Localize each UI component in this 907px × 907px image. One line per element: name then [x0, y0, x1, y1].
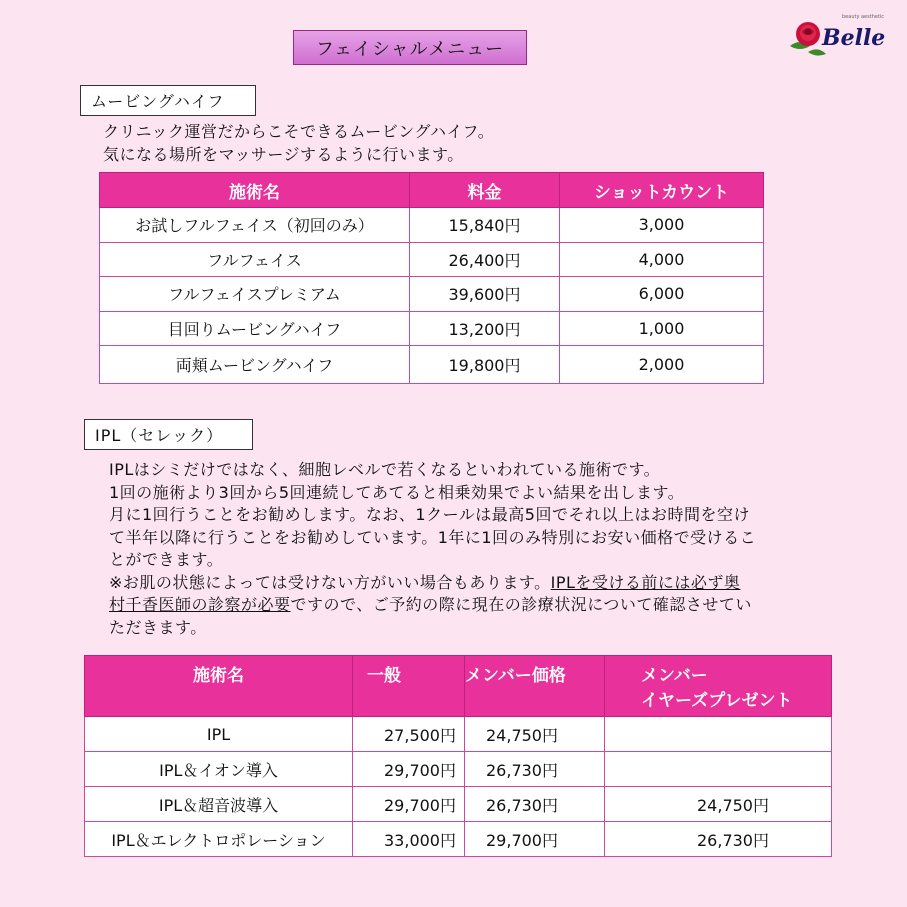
cell-years-present-price: [605, 752, 832, 787]
cell-general-price: 33,000円: [353, 822, 465, 857]
cell-price: 26,400円: [410, 242, 560, 277]
cell-price: 15,840円: [410, 208, 560, 243]
table-row: [100, 277, 764, 312]
header-treatment: 施術名: [85, 656, 353, 717]
cell-general-price: 29,700円: [353, 752, 465, 787]
cell-shot-count: 1,000: [560, 311, 764, 346]
cell-treatment: IPL＆イオン導入: [85, 752, 353, 787]
cell-treatment: 目回りムービングハイフ: [100, 311, 410, 346]
table-row: [85, 752, 832, 787]
table-row: [100, 311, 764, 346]
header-member-price: メンバー価格: [465, 656, 605, 717]
header-member-years-present: メンバー イヤーズプレゼント: [605, 656, 832, 717]
cell-general-price: 29,700円: [353, 787, 465, 822]
cell-treatment: IPL＆超音波導入: [85, 787, 353, 822]
section-label-ipl: IPL（セレック）: [84, 419, 253, 450]
doctor-consult-note: IPLを受ける前には必ず奥: [550, 572, 741, 592]
cell-general-price: 27,500円: [353, 717, 465, 752]
table-row: [85, 717, 832, 752]
belle-logo: [786, 12, 886, 62]
cell-treatment: IPL＆エレクトロポレーション: [85, 822, 353, 857]
svg-text:beauty aesthetic: beauty aesthetic: [842, 14, 885, 20]
cell-treatment: 両頬ムービングハイフ: [100, 346, 410, 384]
cell-years-present-price: [605, 717, 832, 752]
cell-member-price: 26,730円: [465, 752, 605, 787]
cell-member-price: 29,700円: [465, 822, 605, 857]
cell-price: 39,600円: [410, 277, 560, 312]
header-general: 一般: [353, 656, 465, 717]
table-header-row: [100, 173, 764, 208]
cell-shot-count: 3,000: [560, 208, 764, 243]
cell-price: 13,200円: [410, 311, 560, 346]
doctor-consult-note-cont: 村千香医師の診察が必要: [109, 595, 291, 614]
section1-description: クリニック運営だからこそできるムービングハイフ。 気になる場所をマッサージするように行います。: [103, 122, 495, 164]
moving-hifu-price-table: [99, 172, 764, 384]
section-label-moving-hifu: ムービングハイフ: [80, 85, 256, 116]
table-row: [100, 242, 764, 277]
cell-member-price: 24,750円: [465, 717, 605, 752]
cell-treatment: フルフェイスプレミアム: [100, 277, 410, 312]
cell-shot-count: 4,000: [560, 242, 764, 277]
cell-years-present-price: 26,730円: [605, 822, 832, 857]
table-row: [100, 346, 764, 384]
cell-treatment: お試しフルフェイス（初回のみ）: [100, 208, 410, 243]
cell-treatment: IPL: [85, 717, 353, 752]
table-row: [85, 822, 832, 857]
svg-text:Belle: Belle: [822, 25, 886, 51]
cell-price: 19,800円: [410, 346, 560, 384]
cell-member-price: 26,730円: [465, 787, 605, 822]
page-title: フェイシャルメニュー: [293, 30, 527, 65]
header-shot-count: ショットカウント: [560, 173, 764, 208]
header-price: 料金: [410, 173, 560, 208]
rose-icon: [790, 22, 826, 56]
table-row: [85, 787, 832, 822]
cell-shot-count: 6,000: [560, 277, 764, 312]
ipl-price-table: [84, 655, 832, 857]
cell-shot-count: 2,000: [560, 346, 764, 384]
table-header-row: [85, 656, 832, 717]
header-treatment: 施術名: [100, 173, 410, 208]
section2-description: IPLはシミだけではなく、細胞レベルで若くなるといわれている施術です。 1回の施術より3回から5回連続してあてると相乗効果でよい結果を出します。 月に1回行うことをお勧めします。なお、1クールは最高5回でそれ以上はお時間を空け て半年以降に行うことをお勧めしています。1年に1回のみ特別にお安い価格で受けるこ とができます。 ※お肌の状態によっては受けない方がいい場合もあります。IPLを受ける前には必ず奥 村千香医師の診察が必要ですので、ご予約の際に現在の診療状況について確認させてい ただきます。: [109, 460, 757, 637]
table-row: [100, 208, 764, 243]
cell-years-present-price: 24,750円: [605, 787, 832, 822]
cell-treatment: フルフェイス: [100, 242, 410, 277]
